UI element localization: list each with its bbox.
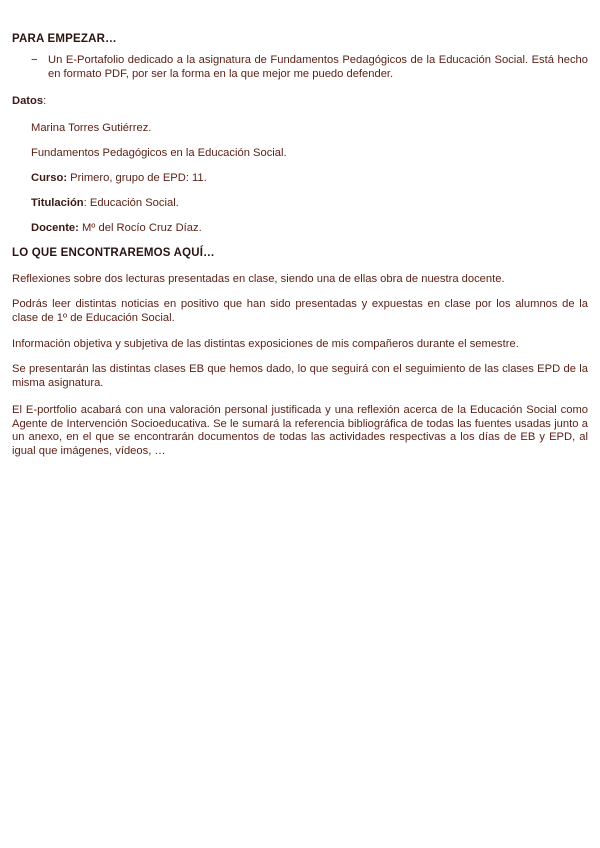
docente-label: Docente: <box>31 222 79 234</box>
titulacion-label: Titulación <box>31 197 84 209</box>
datos-docente <box>31 222 202 234</box>
datos-subject: Fundamentos Pedagógicos en la Educación Social. <box>31 147 287 159</box>
paragraph-clases: Se presentarán las distintas clases EB que hemos dado, lo que seguirá con el seguimiento de las clases EPD de la misma asignatura. <box>12 363 588 389</box>
datos-curso <box>31 172 207 184</box>
datos-label-colon: : <box>43 95 47 107</box>
section-heading-para-empezar: PARA EMPEZAR… <box>12 33 117 45</box>
curso-value: Primero, grupo de EPD: 11. <box>67 172 207 184</box>
section-heading-lo-que-encontraremos: LO QUE ENCONTRAREMOS AQUÍ… <box>12 247 215 259</box>
bullet-marker: − <box>31 54 38 66</box>
titulacion-value: : Educación Social. <box>83 197 179 209</box>
datos-titulacion <box>31 197 179 209</box>
docente-value: Mº del Rocío Cruz Díaz. <box>78 222 202 234</box>
paragraph-noticias: Podrás leer distintas noticias en positivo que han sido presentadas y expuestas en clase por los alumnos de la clase de 1º de Educación Social. <box>12 298 588 324</box>
intro-bullet-text: Un E-Portafolio dedicado a la asignatura de Fundamentos Pedagógicos de la Educación Social. Está hecho en formato PDF, por ser la forma en la que mejor me puedo defender. <box>48 54 588 80</box>
datos-name: Marina Torres Gutiérrez. <box>31 122 152 134</box>
datos-label <box>12 95 46 107</box>
paragraph-reflexiones: Reflexiones sobre dos lecturas presentadas en clase, siendo una de ellas obra de nuestra docente. <box>12 273 505 285</box>
curso-label: Curso: <box>31 172 68 184</box>
datos-label-text: Datos <box>12 95 44 107</box>
paragraph-informacion: Información objetiva y subjetiva de las distintas exposiciones de mis compañeros durante el semestre. <box>12 338 519 350</box>
paragraph-valoracion: El E-portfolio acabará con una valoración personal justificada y una reflexión acerca de la Educación Social como Agente de Intervención Socioeducativa. Se le sumará la referencia bibliográfica de todas las fuentes usadas junto a un anexo, en el que se encontrarán documentos de todas las actividades respectivas a los días de EB y EPD, al igual que imágenes, vídeos, … <box>12 404 588 457</box>
